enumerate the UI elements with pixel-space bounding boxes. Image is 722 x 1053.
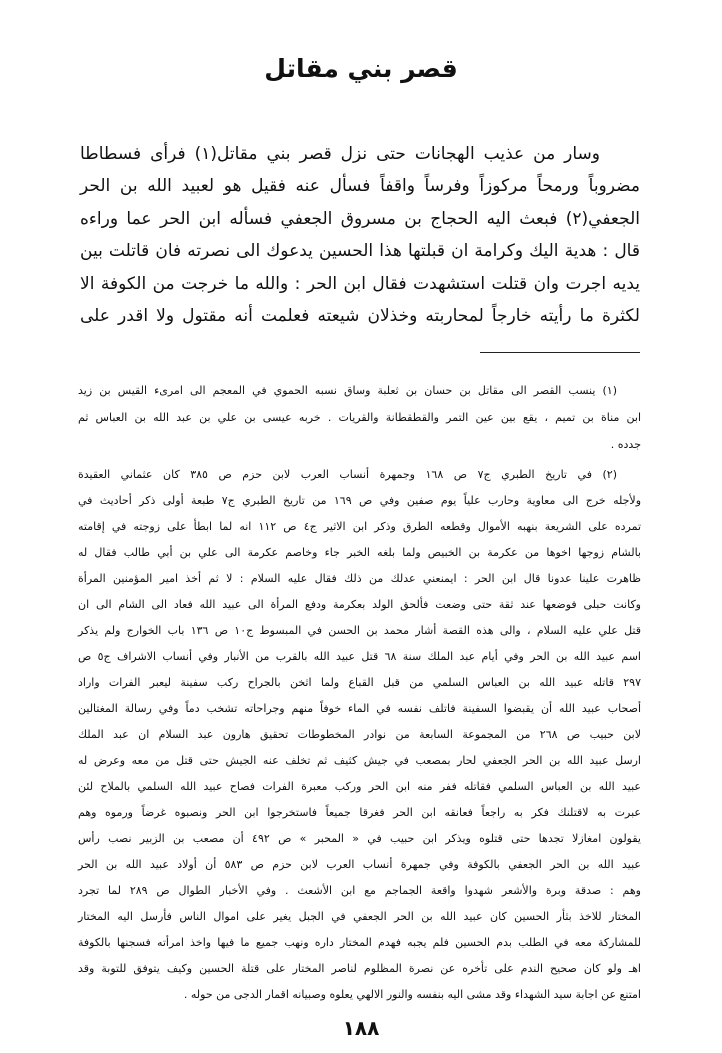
footnote-line: بالشام زوجها اخوها من عكرمة بن الخبيص ولما بلغه الخبر جاء وخاصم عكرمة الى علي بن أبي طالب فقال له — [78, 546, 641, 559]
footnote-line: عبيد الله بن العباس السلمي فقاتله ففر منه ابن الحر وركب معبرة الفرات فصاح عبيد الله السلمي بالملاح لئن — [78, 780, 641, 793]
body-text-line: لكثرة ما رأيته خارجاً لمحاربته وخذلان شيعته فعلمت أنه مقتول ولا اقدر على — [80, 306, 640, 326]
footnote-line: ارسل عبيد الله بن الحر الجعفي لحار بمصعب في جيش كثيف ثم تخلف عنه الجيش حتى قتل من معه وعرض له — [78, 754, 641, 767]
footnote-line: وكانت حبلى فوضعها عند ثقة حتى وضعت فألحق الولد بعكرمة ودفع المرأة الى عبيد الله فعاد الى الشام الى ان — [78, 598, 641, 611]
page-title: قصر بني مقاتل — [264, 54, 458, 83]
footnote-line: اسم عبيد الله بن الحر وفي أيام عبد الملك سنة ٦٨ قتل عبيد الله بالقرب من الأنبار وفي أنساب الاشراف ج٥ ص — [78, 650, 641, 663]
footnote-line: ابن مناة بن تميم ، يقع بين عين التمر والقطقطانة والقريات . خربه عيسى بن علي بن عبد الله بن العباس ثم — [78, 411, 641, 424]
footnote-line: المختار للاخذ بثأر الحسين كان عبيد الله بن الحر الجعفي في الجبل يغير على اموال الناس فأرسل اليه المختار — [78, 910, 641, 923]
footnote-line: يقولون امغازلا تجدها حتى قتلوه ويذكر ابن حبيب في « المحبر » ص ٤٩٢ أن مصعب بن الزبير نصب رأس — [78, 832, 641, 845]
footnote-line: ظاهرت علينا عدونا قال ابن الحر : ايمنعني عدلك من ذلك فقال عليه السلام : لا ثم أخذ امير المؤمنين المرأة — [78, 572, 641, 585]
body-text-line: مضروباً ورمحاً مركوزاً وفرساً واقفاً فسأل عنه فقيل هو لعبيد الله بن الحر — [80, 176, 640, 197]
footnote-separator — [480, 352, 640, 353]
body-text-line: الجعفي(٢) فبعث اليه الحجاج بن مسروق الجعفي فسأله ابن الحر عما وراءه — [80, 208, 640, 229]
footnote-line: للمشاركة معه في الطلب بدم الحسين فلم يجبه فهدم المختار داره ونهب جميع ما فيها واخذ امرأته فسجنها بالكوفة — [78, 936, 641, 949]
footnote-line: جدده . — [610, 438, 641, 451]
footnote-line: اهـ ولو كان صحيح الندم على تأخره عن نصرة المظلوم لناصر المختار على قتلة الحسين وكيف يتوفق للتوبة وقد — [78, 962, 641, 975]
footnote-line: امتنع عن اجابة سيد الشهداء وقد مشى اليه بنفسه والنور الالهي يعلوه وصبيانه اقمار الدجى من حوله . — [183, 988, 641, 1001]
footnote-line: (٢) في تاريخ الطبري ج٧ ص ١٦٨ وجمهرة أنساب العرب لابن حزم ص ٣٨٥ كان عثماني العقيدة — [78, 468, 617, 481]
body-text-line: قال : هدية اليك وكرامة ان قبلتها هذا الحسين يدعوك الى نصرته فان قاتلت بين — [80, 241, 640, 262]
footnote-line: لابن حبيب ص ٢٦٨ من المجموعة السابعة من نوادر المخطوطات تحقيق هارون عبد السلام ان عبد الملك — [78, 728, 641, 741]
footnote-line: أصحاب عبيد الله أن يقبضوا السفينة فاتلف نفسه في الماء خوفاً منهم وجراحاته تشخب دماً وفي رسالة المغتالين — [78, 702, 641, 715]
footnote-line: تمرده على الشريعة بنهبه الأموال وقطعه الطرق وذكر ابن الاثير ج٤ ص ١١٢ انه لما ابطأ على زوجته في إقامته — [78, 520, 642, 533]
footnote-line: عبيد الله بن الحر الجعفي بالكوفة وفي جمهرة أنساب العرب لابن حزم ص ٥٨٣ أن أولاد عبيد الله بن الحر — [78, 858, 641, 871]
body-text-line: وسار من عذيب الهجانات حتى نزل قصر بني مقاتل(١) فرأى فسطاطا — [80, 144, 600, 164]
footnote-line: وهم : صدقة وبرة والأشعر شهدوا واقعة الجماجم مع ابن الأشعث . وفي الأخبار الطوال ص ٢٨٩ لما تجرد — [78, 884, 641, 897]
body-text-line: يديه اجرت وان قتلت استشهدت فقال ابن الحر : والله ما خرجت من الكوفة الا — [80, 273, 640, 294]
footnote-line: ولأجله خرج الى معاوية وحارب علياً يوم صفين وفي ص ١٦٩ من تاريخ الطبري ج٧ طبعة أولى ذكر أحاديث في — [78, 494, 642, 507]
page-number: ١٨٨ — [342, 1016, 380, 1040]
footnote-line: ٢٩٧ قاتله عبيد الله بن العباس السلمي من قبل القباع ولما اثخن بالجراح ركب سفينة ليعبر الفرات واراد — [78, 676, 641, 689]
footnote-line: (١) ينسب القصر الى مقاتل بن حسان بن ثعلبة وساق نسبه الحموي في المعجم الى امرىء القيس بن زيد — [78, 384, 617, 397]
footnote-line: عبرت به لاقتلنك فكر به راجعاً فعانقه ابن الحر فغرقا جميعاً فاستخرجوا ابن الحر ونصبوه غرضاً ورموه وهم — [78, 806, 641, 819]
footnote-line: قتل علي عليه السلام ، والى هذه القصة أشار محمد بن الحسن في المبسوط ج١٠ ص ١٣٦ باب الخوارج ولم يذكر — [78, 624, 641, 637]
